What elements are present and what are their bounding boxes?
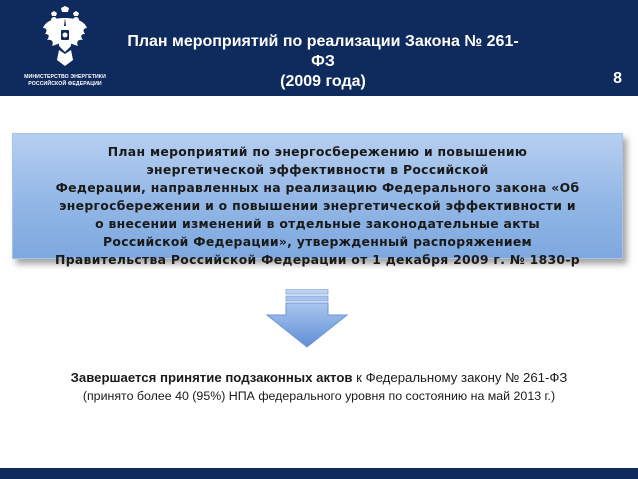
slide-title: План мероприятий по реализации Закона № 261-ФЗ (2009 года) bbox=[127, 33, 519, 90]
footer-bar bbox=[0, 468, 638, 479]
double-headed-eagle-icon bbox=[42, 6, 88, 68]
result-bold: Завершается принятие подзаконных актов bbox=[70, 370, 353, 385]
slide-number: 8 bbox=[613, 70, 622, 87]
ministry-logo bbox=[20, 6, 110, 94]
plan-description-box bbox=[12, 133, 623, 267]
slide-header bbox=[0, 0, 638, 96]
plan-description-text: План мероприятий по энергосбережению и повышению энергетической эффективности в Российской Федерации, направленных на реализацию Федерального закона «Об энергосбережении и о повышении энергетической эффективности и о внесении изменений в отдельные законодательные акты Российской Федерации», утвержденный распоряжением Правительства Российской Федерации от 1 декабря 2009 г. № 1830-р bbox=[55, 144, 580, 267]
ministry-name: МИНИСТЕРСТВО ЭНЕРГЕТИКИ РОССИЙСКОЙ ФЕДЕРАЦИИ bbox=[24, 74, 106, 87]
down-arrow-icon bbox=[265, 289, 349, 349]
result-detail: (принято более 40 (95%) НПА федерального уровня по состоянию на май 2013 г.) bbox=[82, 389, 556, 403]
result-normal: к Федеральному закону № 261-ФЗ bbox=[352, 370, 568, 385]
result-statement bbox=[0, 368, 638, 406]
